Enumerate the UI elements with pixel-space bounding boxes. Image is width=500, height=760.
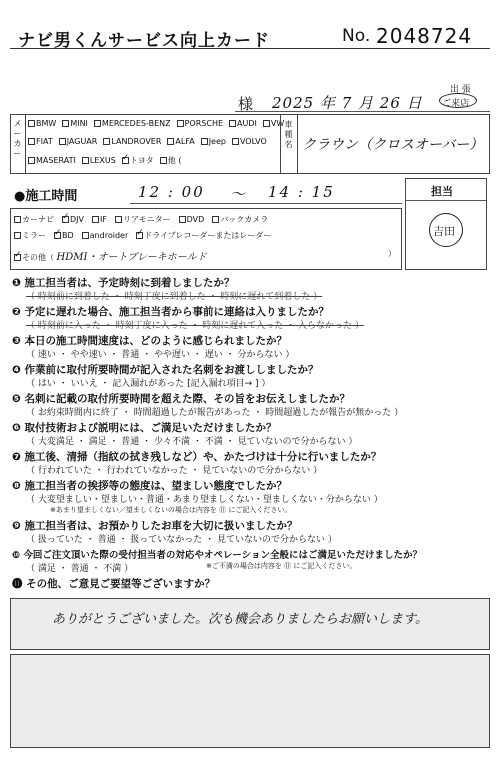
- checkbox-label: LEXUS: [89, 156, 116, 165]
- checkbox-option[interactable]: [59, 137, 98, 146]
- question-1: [12, 275, 235, 290]
- checkbox-label: MASERATI: [36, 156, 76, 165]
- checkbox-label: JAGUAR: [66, 137, 98, 146]
- items-row-1: [14, 214, 276, 225]
- question-options[interactable]: （ 満足 ・ 普通 ・ 不満 ）: [26, 564, 134, 574]
- checkbox-option[interactable]: [136, 231, 271, 240]
- question-11: [12, 576, 215, 591]
- checkbox-label: バックカメラ: [220, 215, 269, 224]
- checkbox-label: BD: [62, 231, 74, 240]
- question-text: 作業前に取付所要時間が記入された名刺をお渡ししましたか？: [24, 364, 319, 376]
- maker-row-2: [28, 137, 273, 146]
- checkbox[interactable]: [14, 232, 21, 239]
- checkbox-option[interactable]: [115, 215, 171, 224]
- question-6: [12, 420, 277, 435]
- checkbox-option[interactable]: [54, 231, 74, 240]
- checkbox-label: Jeep: [208, 137, 226, 146]
- checkbox[interactable]: [167, 138, 174, 145]
- checkbox-option[interactable]: [14, 231, 46, 240]
- items-other-close: ）: [388, 249, 396, 258]
- work-time-start: 12 : 00: [138, 183, 205, 201]
- checkbox[interactable]: [179, 216, 186, 223]
- checkbox-label: BMW: [36, 119, 57, 128]
- header-divider: [10, 48, 490, 49]
- maker-row-1: [28, 119, 290, 128]
- checkbox-option[interactable]: [167, 137, 194, 146]
- checkbox[interactable]: [82, 157, 89, 164]
- checkbox-label: カーナビ: [22, 215, 54, 224]
- checkbox-option[interactable]: [177, 119, 223, 128]
- question-number: ❶: [12, 277, 25, 289]
- vehicle-label-divider: [297, 114, 298, 174]
- card-number: 2048724: [376, 24, 473, 48]
- checkbox[interactable]: [115, 216, 122, 223]
- maker-label: メーカー: [13, 119, 22, 158]
- checkbox-label: AUDI: [237, 119, 257, 128]
- question-number: ❷: [12, 306, 25, 318]
- checkbox-option[interactable]: [62, 119, 88, 128]
- work-time-underline: [130, 203, 402, 204]
- checkbox[interactable]: [160, 157, 167, 164]
- question-9: [12, 518, 298, 533]
- items-row-2: [14, 230, 279, 241]
- checkbox[interactable]: [232, 138, 239, 145]
- question-options[interactable]: （ 大変満足 ・ 満足 ・ 普通 ・ 少々不満 ・ 不満 ・ 見ていないので分からない ）: [26, 437, 358, 447]
- checkbox-option[interactable]: [232, 137, 267, 146]
- question-options[interactable]: （ 速い ・ やや速い ・ 普通 ・ やや遅い ・ 遅い ・ 分からない ）: [26, 350, 295, 360]
- work-time-end: 14 : 15: [268, 183, 335, 201]
- question-number: ⓫: [12, 578, 27, 590]
- question-text: 施工担当者の挨拶等の態度は、望ましい態度でしたか？: [24, 480, 288, 492]
- checkbox-option[interactable]: [14, 215, 54, 224]
- question-options[interactable]: （ 行われていた ・ 行われていなかった ・ 見ていないので分からない ）: [26, 466, 323, 476]
- checkbox-label: リアモニター: [122, 215, 171, 224]
- question-options[interactable]: （ お約束時間内に終了 ・ 時間超過したが報告があった ・ 時間超過したが報告が無かった ）: [26, 408, 404, 418]
- checkbox-option[interactable]: [212, 215, 268, 224]
- checkbox[interactable]: [14, 254, 21, 261]
- question-note: ※あまり望ましくない／望ましくないの場合は内容を ⑪ にご記入ください。: [50, 506, 292, 514]
- question-number: ❿: [12, 550, 24, 561]
- checkbox-label: VW: [270, 119, 285, 128]
- question-text: 今回ご注文頂いた際の受付担当者の対応やオペレーション全般にはご満足いただけましたか？: [23, 550, 422, 561]
- customer-underline: [235, 111, 490, 112]
- checkbox-label: VOLVO: [239, 137, 267, 146]
- checkbox[interactable]: [28, 157, 35, 164]
- checkbox-option[interactable]: [62, 215, 84, 224]
- checkbox-option[interactable]: [82, 231, 129, 240]
- staff-divider: [405, 200, 487, 201]
- checkbox-label: PORSCHE: [184, 119, 224, 128]
- checkbox-label: ミラー: [22, 231, 46, 240]
- checkbox[interactable]: [62, 120, 69, 127]
- maker-row-3: [28, 155, 187, 166]
- card-title: ナビ男くんサービス向上カード: [18, 31, 270, 51]
- question-text: その他、ご意見ご要望等ございますか？: [26, 578, 216, 590]
- checkbox[interactable]: [14, 216, 21, 223]
- checkbox[interactable]: [136, 232, 143, 239]
- question-7: [12, 449, 381, 464]
- question-number: ❺: [12, 393, 25, 405]
- items-other: ✓その他（ HDMI・オートブレーキホールド: [14, 248, 207, 263]
- checkbox-label: MERCEDES-BENZ: [101, 119, 171, 128]
- question-8: [12, 478, 287, 493]
- checkbox[interactable]: [28, 120, 35, 127]
- vehicle-name: クラウン（クロスオーバー）: [302, 137, 484, 153]
- checkbox-option[interactable]: [179, 215, 205, 224]
- checkbox-option[interactable]: [263, 119, 284, 128]
- question-5: [12, 391, 350, 406]
- visit-type-dispatch: 出 張: [450, 85, 471, 95]
- service-card: [10, 20, 490, 750]
- checkbox-label: LANDROVER: [111, 137, 162, 146]
- vehicle-label: 車種名: [284, 120, 293, 149]
- checkbox[interactable]: [28, 138, 35, 145]
- items-other-value: HDMI・オートブレーキホールド: [56, 252, 207, 263]
- comment-text: ありがとうございました。次も機会ありましたらお願いします。: [52, 612, 428, 627]
- checkbox-label: FIAT: [36, 137, 53, 146]
- sama-label: 様: [238, 95, 254, 113]
- work-time-sep: 〜: [230, 185, 246, 203]
- question-options[interactable]: （ 扱っていた ・ 普通 ・ 扱っていなかった ・ 見ていないので分からない ）: [26, 535, 337, 545]
- question-text: 施工担当者は、お預かりしたお車を大切に扱いましたか？: [24, 520, 298, 532]
- staff-label: 担当: [431, 185, 453, 198]
- question-2: [12, 304, 329, 319]
- question-number: ❾: [12, 520, 25, 532]
- checkbox-label: ALFA: [175, 137, 195, 146]
- checkbox-label: ドライブレコーダーまたはレーダー: [144, 231, 272, 240]
- question-number: ❸: [12, 335, 25, 347]
- maker-label-divider: [25, 114, 26, 174]
- checkbox-option[interactable]: [122, 156, 154, 165]
- checkbox-option[interactable]: [94, 119, 171, 128]
- question-note: ※ご不満の場合は内容を ⑪ にご記入ください。: [206, 562, 357, 570]
- checkbox-option[interactable]: [92, 215, 107, 224]
- checkbox-label: androider: [89, 231, 129, 240]
- question-text: 名刺に記載の取付所要時間を超えた際、その旨をお伝えしましたか？: [24, 393, 351, 405]
- question-options[interactable]: （ 時刻前に到着した ・ 時刻丁度に到着した ・ 時刻に遅れて到着した ）: [26, 292, 323, 302]
- checkbox-label: トヨタ: [129, 156, 154, 165]
- visit-type-circle: [439, 93, 477, 108]
- checkbox-option[interactable]: [229, 119, 257, 128]
- question-options[interactable]: （ はい ・ いいえ ・ 記入漏れがあった [記入漏れ項目→ ] ）: [26, 379, 271, 389]
- question-number: ❹: [12, 364, 25, 376]
- checkbox-option[interactable]: [28, 156, 76, 165]
- checkbox-option[interactable]: [201, 137, 226, 146]
- checkbox-label: DVD: [186, 215, 205, 224]
- checkbox[interactable]: [229, 120, 236, 127]
- checkbox-option[interactable]: [28, 119, 56, 128]
- checkbox[interactable]: [177, 120, 184, 127]
- visit-type-store: ご来店: [442, 99, 470, 109]
- question-text: 本日の施工時間速度は、どのように感じられましたか？: [24, 335, 288, 347]
- question-text: 施工担当者は、予定時刻に到着しましたか？: [24, 277, 235, 289]
- checkbox[interactable]: [94, 120, 101, 127]
- checkbox-label: IF: [100, 215, 107, 224]
- question-4: [12, 362, 319, 377]
- checkbox-option[interactable]: [82, 156, 116, 165]
- checkbox-option[interactable]: [160, 156, 182, 165]
- question-3: [12, 333, 287, 348]
- checkbox-label: 他 (: [167, 156, 182, 165]
- vehicle-divider: [280, 114, 281, 174]
- checkbox[interactable]: [103, 138, 110, 145]
- work-time-label: ●施工時間: [14, 189, 78, 204]
- comment-box-lower: [10, 654, 490, 748]
- question-options[interactable]: （ 時刻前に入った ・ 時刻丁度に入った ・ 時刻に遅れて入った ・ 入らなかった ）: [26, 321, 364, 331]
- question-text: 施工後、清掃（指紋の拭き残しなど）や、かたづけは十分に行いましたか？: [24, 451, 382, 463]
- card-number-label: No.: [342, 26, 371, 46]
- checkbox[interactable]: [263, 120, 270, 127]
- checkbox[interactable]: [212, 216, 219, 223]
- question-text: 予定に遅れた場合、施工担当者から事前に連絡は入りましたか？: [24, 306, 330, 318]
- question-text: 取付技術および説明には、ご満足いただけましたか？: [24, 422, 277, 434]
- checkbox-label: MINI: [70, 119, 88, 128]
- checkbox-option[interactable]: [103, 137, 161, 146]
- checkbox[interactable]: [59, 138, 66, 145]
- checkbox[interactable]: [122, 157, 129, 164]
- checkbox-label: DJV: [70, 215, 84, 224]
- question-number: ❽: [12, 480, 25, 492]
- checkbox[interactable]: [201, 138, 208, 145]
- checkbox[interactable]: [54, 232, 61, 239]
- question-10: [12, 547, 422, 561]
- checkbox-option[interactable]: [28, 137, 53, 146]
- checkbox[interactable]: [82, 232, 89, 239]
- question-number: ❼: [12, 451, 25, 463]
- checkbox[interactable]: [92, 216, 99, 223]
- question-number: ❻: [12, 422, 25, 434]
- question-options[interactable]: （ 大変望ましい・望ましい・普通・あまり望ましくない・望ましくない・分からない ）: [26, 495, 383, 505]
- staff-stamp: 吉田: [433, 225, 455, 238]
- visit-date: 2025 年 7 月 26 日: [272, 94, 423, 112]
- checkbox[interactable]: [62, 216, 69, 223]
